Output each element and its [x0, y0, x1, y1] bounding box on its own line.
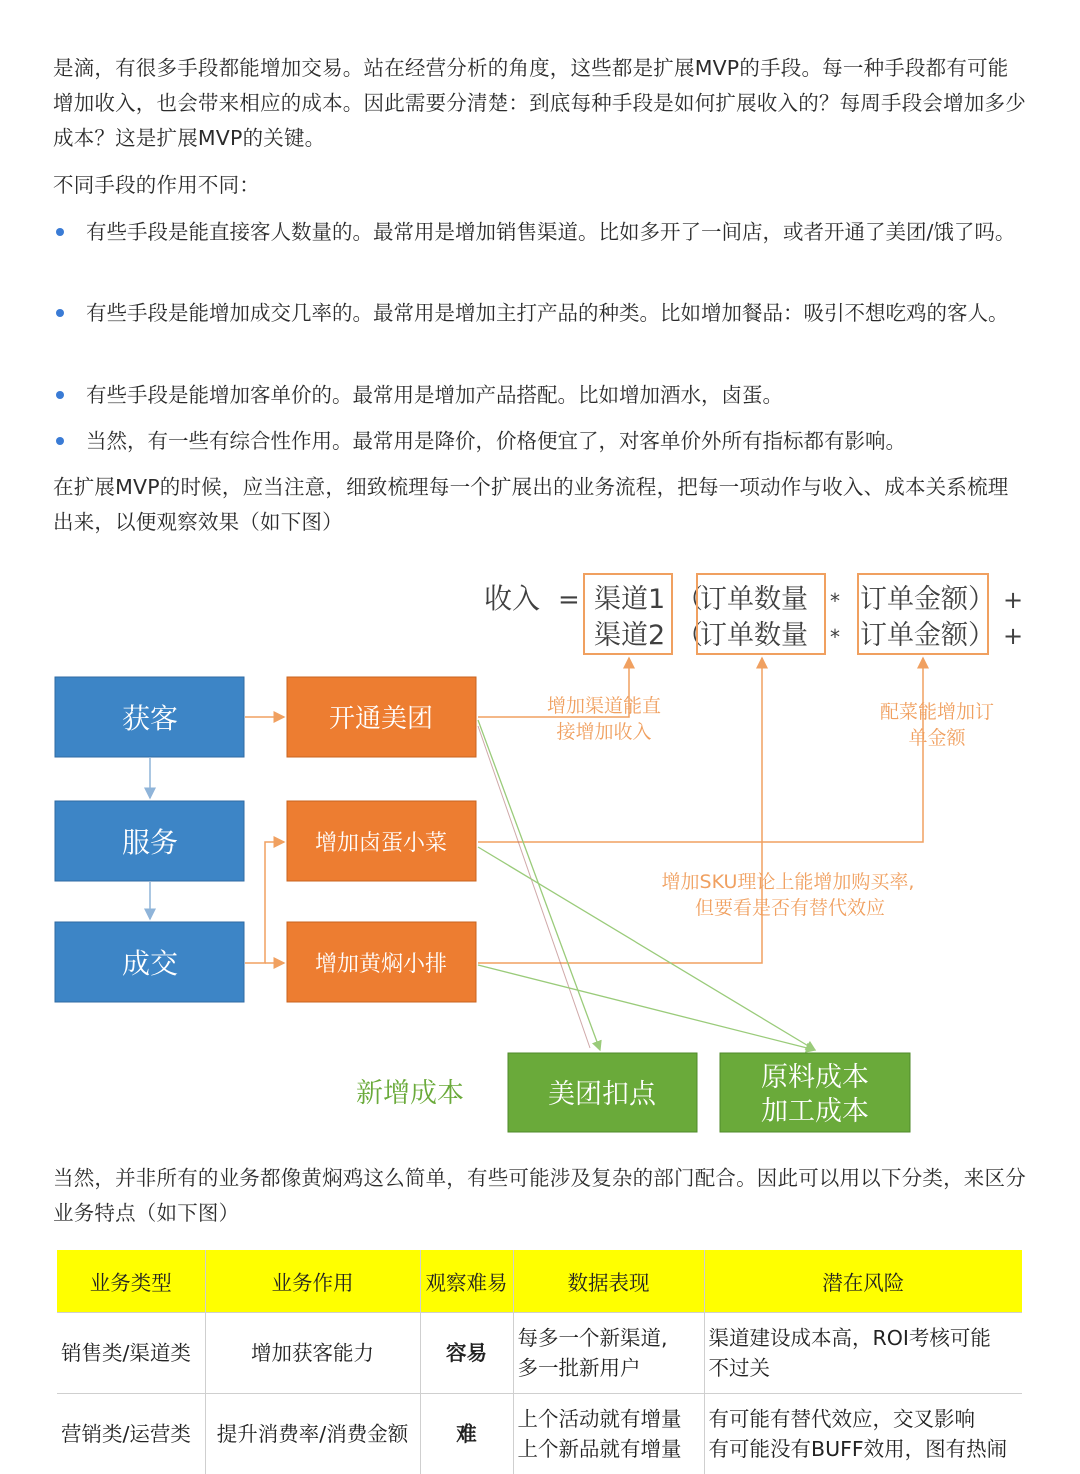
column-header: 观察难易 — [420, 1250, 513, 1313]
business-type-table — [57, 1250, 1022, 1474]
table-cell: 营销类/运营类 — [57, 1394, 205, 1474]
column-header: 数据表现 — [513, 1250, 704, 1313]
formula-equals: = — [558, 585, 580, 615]
stage-label: 服务 — [122, 826, 178, 859]
formula-income: 收入 — [484, 582, 540, 615]
new-cost-label: 新增成本 — [356, 1078, 464, 1109]
cost-label: 原料成本 — [761, 1062, 869, 1093]
business-flow-diagram — [0, 560, 1080, 1140]
note-dish: 配菜能增加订 — [880, 701, 994, 723]
list-item-text: 有些手段是能增加客单价的。最常用是增加产品搭配。比如增加酒水，卤蛋。 — [86, 383, 783, 407]
connector-line — [245, 842, 284, 963]
action-label: 开通美团 — [329, 704, 433, 734]
column-header: 业务作用 — [205, 1250, 420, 1313]
formula-times: * — [830, 589, 840, 613]
list-item-text: 有些手段是能直接客人数量的。最常用是增加销售渠道。比如多开了一间店，或者开通了美团/饿了吗。 — [86, 220, 1015, 244]
table-cell: 增加获客能力 — [205, 1313, 420, 1394]
table-header-row — [57, 1250, 1022, 1313]
table-row — [57, 1313, 1022, 1394]
bullet-icon — [56, 437, 64, 445]
list-item-text: 有些手段是能增加成交几率的。最常用是增加主打产品的种类。比如增加餐品：吸引不想吃鸡的客人。 — [86, 301, 1009, 325]
cost-label: 加工成本 — [761, 1096, 869, 1127]
cell-line: 有可能没有BUFF效用，图有热闹 — [709, 1434, 1022, 1464]
bullet-icon — [56, 391, 64, 399]
table-row — [57, 1394, 1022, 1474]
stage-label: 获客 — [122, 702, 178, 735]
bullet-icon — [56, 228, 64, 236]
table-cell: 难 — [420, 1394, 513, 1474]
table-cell — [513, 1313, 704, 1394]
formula-paren: （ — [676, 620, 703, 651]
cell-line: 上个活动就有增量 — [518, 1404, 703, 1434]
list-item — [53, 296, 1028, 331]
table-cell: 提升消费率/消费金额 — [205, 1394, 420, 1474]
formula-order-count: 订单数量 — [700, 584, 808, 615]
connector-line — [478, 965, 815, 1050]
formula-times: * — [830, 625, 840, 649]
column-header: 潜在风险 — [704, 1250, 1022, 1313]
cell-line: 渠道建设成本高，ROI考核可能 — [709, 1323, 1022, 1353]
formula-order-amount: 订单金额） — [860, 584, 995, 615]
column-header: 业务类型 — [57, 1250, 205, 1313]
table-cell: 销售类/渠道类 — [57, 1313, 205, 1394]
mvp-paragraph: 在扩展MVP的时候，应当注意，细致梳理每一个扩展出的业务流程，把每一项动作与收入、成本关系梳理出来，以便观察效果（如下图） — [53, 470, 1028, 540]
formula-order-amount: 订单金额） — [860, 620, 995, 651]
list-item — [53, 378, 1028, 413]
cell-line: 有可能有替代效应，交叉影响 — [709, 1404, 1022, 1434]
note-channel: 接增加收入 — [556, 721, 651, 743]
table-cell — [704, 1313, 1022, 1394]
cost-label: 美团扣点 — [548, 1079, 657, 1110]
stage-label: 成交 — [122, 947, 178, 980]
methods-heading: 不同手段的作用不同： — [53, 168, 1028, 203]
list-item-text: 当然，有一些有综合性作用。最常用是降价，价格便宜了，对客单价外所有指标都有影响。 — [86, 429, 906, 453]
note-sku: 但要看是否有替代效应 — [695, 897, 885, 919]
bullet-icon — [56, 309, 64, 317]
note-channel: 增加渠道能直 — [547, 695, 661, 717]
connector-line — [478, 658, 923, 842]
formula-channel1: 渠道1 — [594, 584, 665, 615]
note-dish: 单金额 — [908, 727, 966, 749]
connector-line — [478, 720, 600, 1050]
cell-line: 多一批新用户 — [518, 1353, 703, 1383]
formula-order-count: 订单数量 — [700, 620, 808, 651]
cell-line: 每多一个新渠道, — [518, 1323, 703, 1353]
table-cell — [704, 1394, 1022, 1474]
intro-paragraph: 是滴，有很多手段都能增加交易。站在经营分析的角度，这些都是扩展MVP的手段。每一种手段都有可能增加收入，也会带来相应的成本。因此需要分清楚：到底每种手段是如何扩展收入的？每周手段会增加多少成本？这是扩展MVP的关键。 — [53, 51, 1028, 156]
classification-paragraph: 当然，并非所有的业务都像黄焖鸡这么简单，有些可能涉及复杂的部门配合。因此可以用以下分类，来区分业务特点（如下图） — [53, 1161, 1028, 1231]
action-label: 增加卤蛋小菜 — [315, 831, 447, 856]
cell-line: 不过关 — [709, 1353, 1022, 1383]
formula-paren: （ — [676, 584, 703, 615]
list-item — [53, 424, 1028, 459]
connector-line — [478, 726, 590, 1048]
note-sku: 增加SKU理论上能增加购买率, — [662, 871, 915, 893]
cell-line: 上个新品就有增量 — [518, 1434, 703, 1464]
formula-plus: + — [1003, 586, 1023, 614]
formula-channel2: 渠道2 — [594, 620, 665, 651]
table-cell — [513, 1394, 704, 1474]
action-label: 增加黄焖小排 — [315, 952, 447, 977]
table-cell: 容易 — [420, 1313, 513, 1394]
list-item — [53, 215, 1028, 250]
formula-plus: + — [1003, 622, 1023, 650]
